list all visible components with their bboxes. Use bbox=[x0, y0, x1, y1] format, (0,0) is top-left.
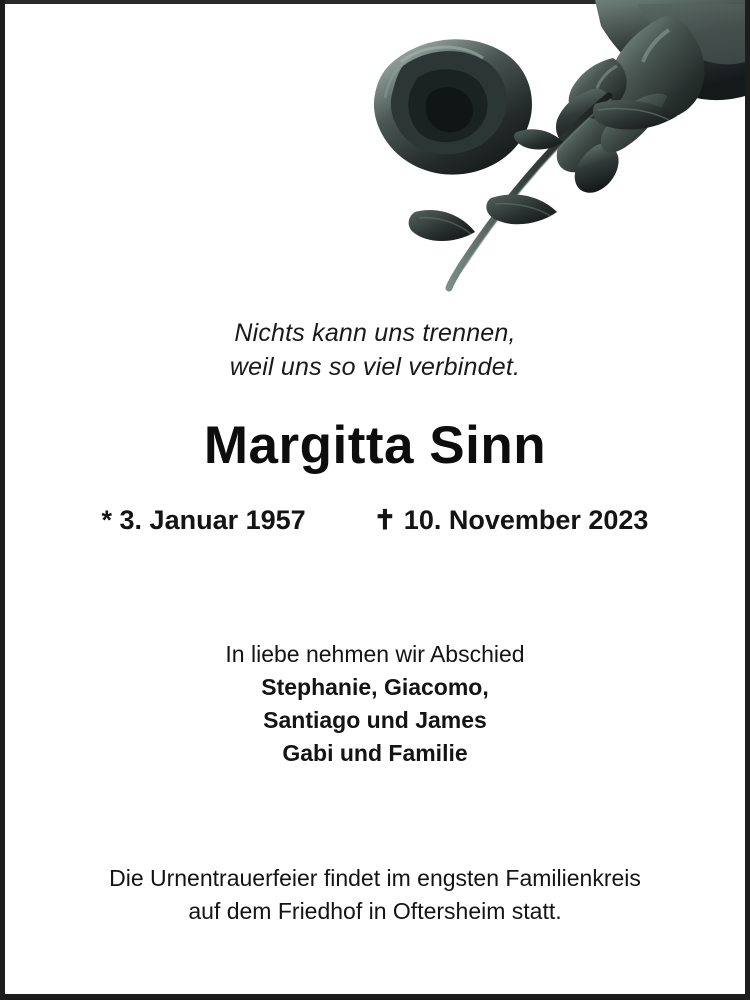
quote-block bbox=[5, 316, 745, 384]
ceremony-line-1: Die Urnentrauerfeier findet im engsten Familienkreis bbox=[109, 865, 641, 891]
family-line-1: Stephanie, Giacomo, bbox=[261, 674, 489, 700]
family-line-3: Gabi und Familie bbox=[282, 740, 468, 766]
mourners-block bbox=[5, 638, 745, 770]
family-line-2: Santiago und James bbox=[263, 707, 487, 733]
birth-date: * 3. Januar 1957 bbox=[101, 505, 306, 535]
life-dates bbox=[5, 505, 745, 536]
deceased-name: Margitta Sinn bbox=[203, 416, 547, 475]
quote-line-1: Nichts kann uns trennen, bbox=[234, 319, 516, 347]
ceremony-block bbox=[5, 862, 745, 928]
mourning-lead: In liebe nehmen wir Abschied bbox=[225, 641, 525, 667]
rose-leaf-lower bbox=[409, 210, 475, 241]
quote-line-2: weil uns so viel verbindet. bbox=[229, 353, 521, 381]
rose-leaf-mid bbox=[486, 194, 557, 224]
bronze-hand-rose-icon bbox=[265, 0, 745, 300]
ceremony-line-2: auf dem Friedhof in Oftersheim statt. bbox=[188, 898, 562, 924]
rose-in-hand-image bbox=[265, 0, 745, 300]
rose-blossom bbox=[374, 39, 532, 174]
bottom-border bbox=[5, 994, 745, 1000]
death-date: ✝ 10. November 2023 bbox=[373, 505, 649, 535]
